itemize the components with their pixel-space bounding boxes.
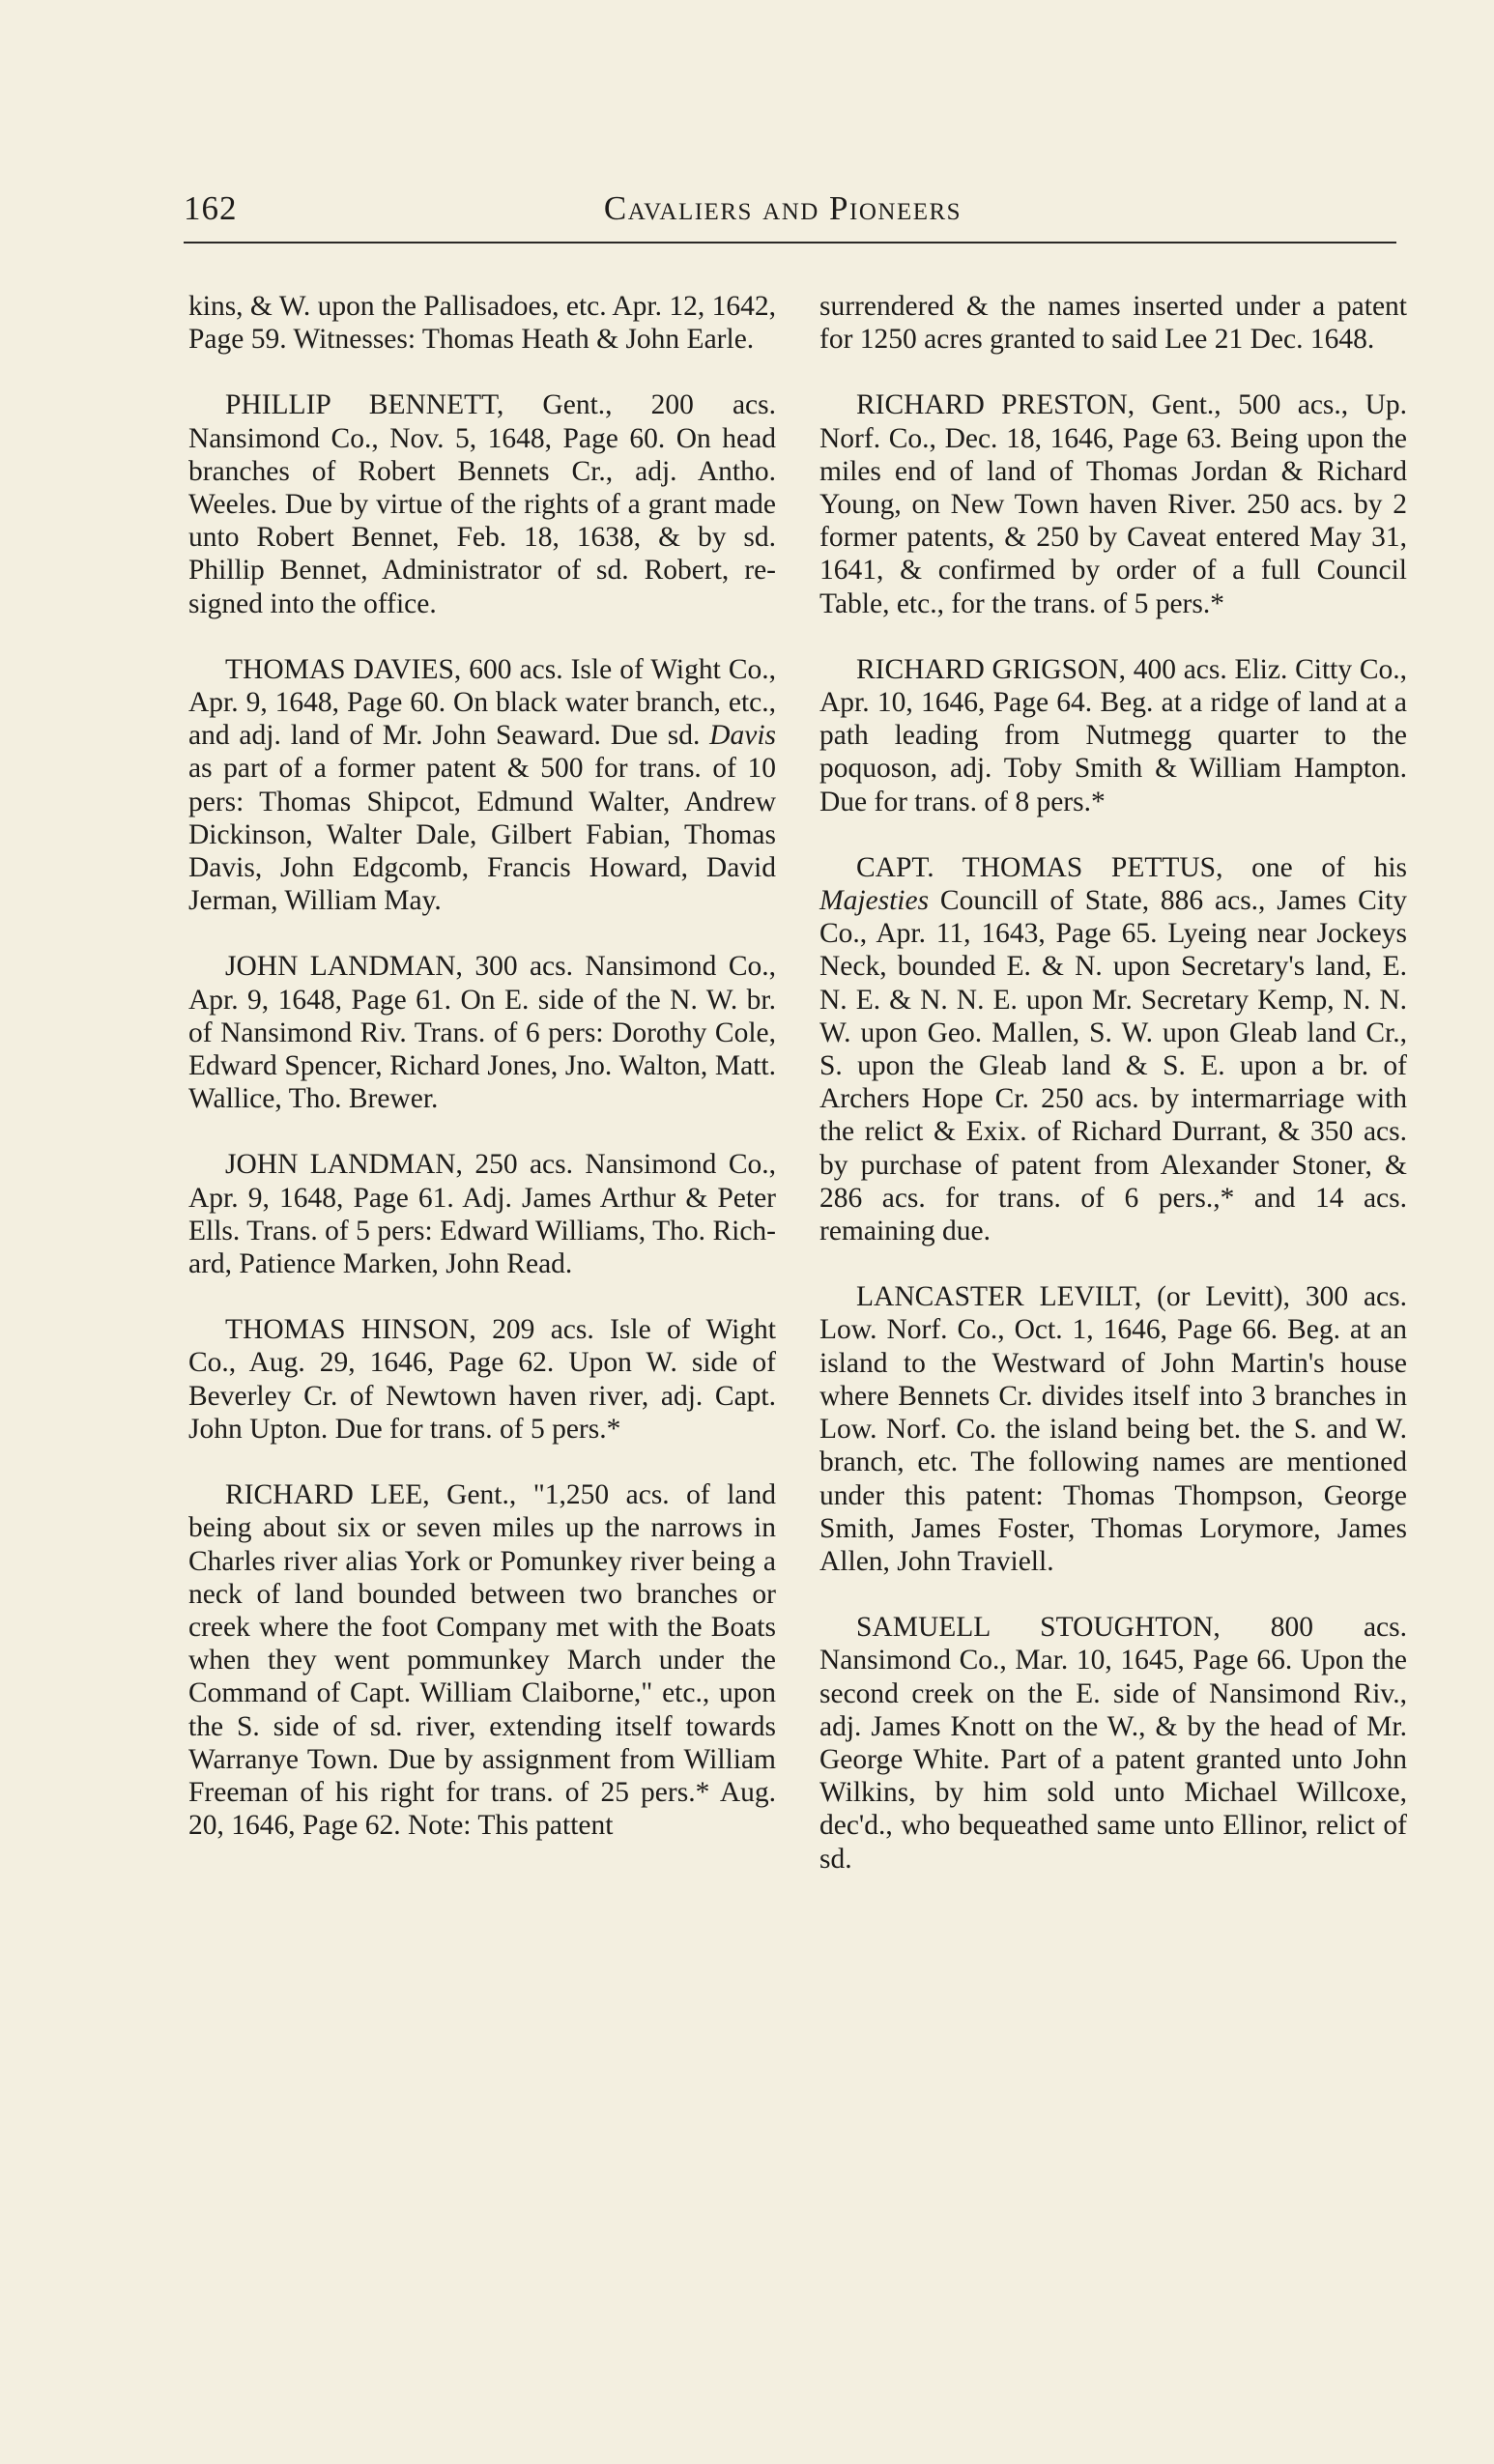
entry-text: CAPT. THOMAS PETTUS, one of his <box>856 851 1407 883</box>
patent-entry: RICHARD LEE, Gent., "1,250 acs. of land being about six or seven miles up the narrows in Charles river alias York or Pomunkey river being a neck of land bounded between two branches or creek where the foot Company met with the Boats when they went pommunkey March under the Command of Capt. William Claiborne," etc., upon the S. side of sd. river, extending itself towards Warranye Town. Due by assignment from William Freeman of his right for trans. of 25 pers.* Aug. 20, 1646, Page 62. Note: This pattent <box>188 1479 776 1842</box>
page-number: 162 <box>184 189 238 227</box>
patent-entry: JOHN LANDMAN, 250 acs. Nansimond Co., Apr. 9, 1648, Page 61. Adj. James Arthur & Peter Ells. Trans. of 5 pers: Edward Williams, Tho. Richard, Patience Marken, John Read. <box>188 1149 776 1280</box>
patent-entry: JOHN LANDMAN, 300 acs. Nansimond Co., Apr. 9, 1648, Page 61. On E. side of the N. W. br. of Nansimond Riv. Trans. of 6 pers: Dorothy Cole, Edward Spencer, Richard Jones, Jno. Walton, Matt. Wallice, Tho. Brewer. <box>188 951 776 1115</box>
patent-entry <box>819 851 1407 1247</box>
entry-text: Councill of State, 886 acs., James City Co., Apr. 11, 1643, Page 65. Lyeing near Jockeys Neck, bounded E. & N. upon Secretary's land, E. N. E. & N. N. E. upon Mr. Secretary Kemp, N. N. W. upon Geo. Mallen, S. W. upon Gleab land Cr., S. upon the Gleab land & S. E. upon a br. of Archers Hope Cr. 250 acs. by intermarriage with the relict & Exix. of Richard Durrant, & 350 acs. by purchase of patent from Alexander Stoner, & 286 acs. for trans. of 6 pers.,* and 14 acs. remaining due. <box>819 885 1407 1247</box>
patent-entry: surrendered & the names inserted under a patent for 1250 acres granted to said Lee 21 Dec. 1648. <box>819 291 1407 356</box>
patent-entry: RICHARD PRESTON, Gent., 500 acs., Up. Norf. Co., Dec. 18, 1646, Page 63. Being upon the miles end of land of Thomas Jordan & Richard Young, on New Town haven River. 250 acs. by 2 former patents, & 250 by Caveat entered May 31, 1641, & confirmed by order of a full Council Table, etc., for the trans. of 5 pers.* <box>819 389 1407 619</box>
entry-italic-name: Davis <box>709 720 776 752</box>
entry-text: as part of a former patent & 500 for trans. of 10 pers: Thomas Shipcot, Edmund Walter, Andrew Dickinson, Walter Dale, Gilbert Fabian, Thomas Davis, John Edgcomb, Francis Howard, David Jerman, William May. <box>188 753 776 917</box>
header-rule <box>184 242 1396 244</box>
patent-entry: SAMUELL STOUGHTON, 800 acs. Nansimond Co., Mar. 10, 1645, Page 66. Upon the second creek on the E. side of Nansimond Riv., adj. James Knott on the W., & by the head of Mr. George White. Part of a patent granted unto John Wilkins, by him sold unto Michael Willcoxe, dec'd., who bequeathed same unto Ellinor, relict of sd. <box>819 1612 1407 1875</box>
patent-entry: LANCASTER LEVILT, (or Levitt), 300 acs. Low. Norf. Co., Oct. 1, 1646, Page 66. Beg. at an island to the Westward of John Martin's house where Bennets Cr. divides itself into 3 branches in Low. Norf. Co. the island being bet. the S. and W. branch, etc. The following names are mentioned under this patent: Thomas Thompson, George Smith, James Foster, Thomas Lorymore, James Allen, John Traviell. <box>819 1281 1407 1577</box>
page-header <box>184 189 1396 238</box>
patent-entry <box>188 653 776 918</box>
running-title: Cavaliers and Pioneers <box>603 189 962 227</box>
entry-italic-name: Majesties <box>819 885 930 917</box>
patent-entry: PHILLIP BENNETT, Gent., 200 acs. Nansimond Co., Nov. 5, 1648, Page 60. On head branches of Robert Bennets Cr., adj. Antho. Weeles. Due by virtue of the rights of a grant made unto Robert Bennet, Feb. 18, 1638, & by sd. Phillip Bennet, Administrator of sd. Robert, resigned into the office. <box>188 389 776 619</box>
patent-entry: RICHARD GRIGSON, 400 acs. Eliz. Citty Co., Apr. 10, 1646, Page 64. Beg. at a ridge of land at a path leading from Nutmegg quarter to the poquoson, adj. Toby Smith & William Hampton. Due for trans. of 8 pers.* <box>819 653 1407 817</box>
entry-text: THOMAS DAVIES, 600 acs. Isle of Wight Co., Apr. 9, 1648, Page 60. On black water branch, etc., and adj. land of Mr. John Seaward. Due sd. <box>188 653 776 752</box>
right-column <box>819 290 1407 1876</box>
patent-entry: kins, & W. upon the Pallisadoes, etc. Apr. 12, 1642, Page 59. Witnesses: Thomas Heath & John Earle. <box>188 291 777 356</box>
patent-entry: THOMAS HINSON, 209 acs. Isle of Wight Co., Aug. 29, 1646, Page 62. Upon W. side of Beverley Cr. of Newtown haven river, adj. Capt. John Upton. Due for trans. of 5 pers.* <box>188 1314 776 1445</box>
left-column <box>188 290 776 1842</box>
